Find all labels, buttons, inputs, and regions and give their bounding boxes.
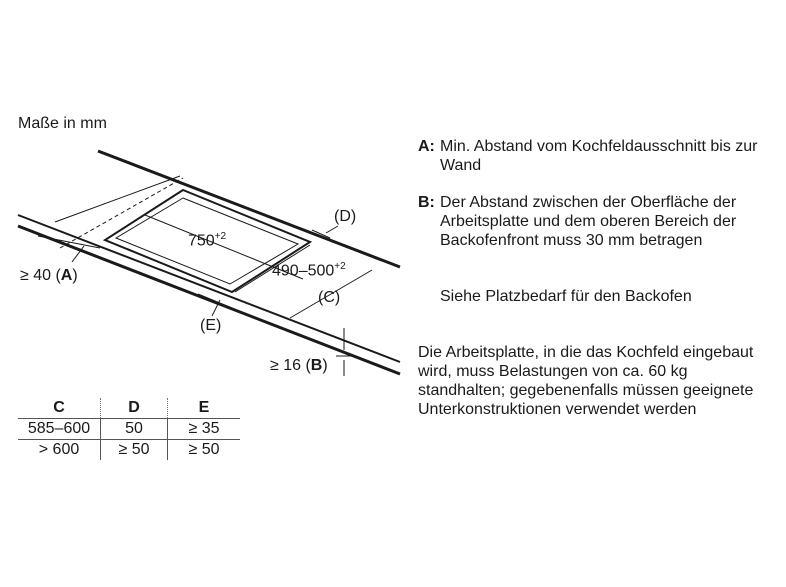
- d-leader: [326, 226, 338, 233]
- c-label: (C): [318, 289, 341, 306]
- dimension-table: [18, 398, 240, 460]
- note-text: Der Abstand zwischen der Oberfläche der Arbeitsplatte und dem oberen Bereich der Backofenfront muss 30 mm betragen: [440, 194, 737, 249]
- note-key: B:: [418, 194, 435, 211]
- table-header-c: C: [18, 398, 101, 419]
- worktop-note: Die Arbeitsplatte, in die das Kochfeld eingebaut wird, muss Belastungen von ca. 60 kg standhalten; gegebenenfalls müssen geeignete Unterkonstruktionen verwendet werden: [418, 344, 754, 418]
- units-label: Maße in mm: [18, 115, 107, 132]
- table-cell: ≥ 35: [168, 419, 241, 440]
- note-key: A:: [418, 138, 435, 155]
- note-text: Min. Abstand vom Kochfeldausschnitt bis zur Wand: [440, 138, 758, 174]
- b-label: ≥ 16 (B): [270, 357, 328, 374]
- oven-note: Siehe Platzbedarf für den Backofen: [440, 288, 692, 305]
- table-cell: ≥ 50: [188, 441, 220, 458]
- table-header-e: E: [168, 398, 241, 419]
- table-cell: 585–600: [18, 419, 101, 440]
- e-label: (E): [200, 317, 222, 334]
- table-header-d: D: [101, 398, 168, 419]
- table-cell: 50: [101, 419, 168, 440]
- cutout-depth-label: $490-500^{+2}$: [272, 261, 346, 280]
- table-cell: ≥ 50: [101, 440, 168, 461]
- d-label: (D): [334, 208, 357, 225]
- cutout-width-label: $750^{+2}$: [188, 231, 227, 250]
- table-row: [18, 440, 240, 461]
- notes-panel: [418, 0, 778, 587]
- table-header-row: [18, 398, 240, 419]
- a-label: ≥ 40 (A): [20, 267, 78, 284]
- table-row: [18, 419, 240, 440]
- table-cell: > 600: [18, 440, 101, 461]
